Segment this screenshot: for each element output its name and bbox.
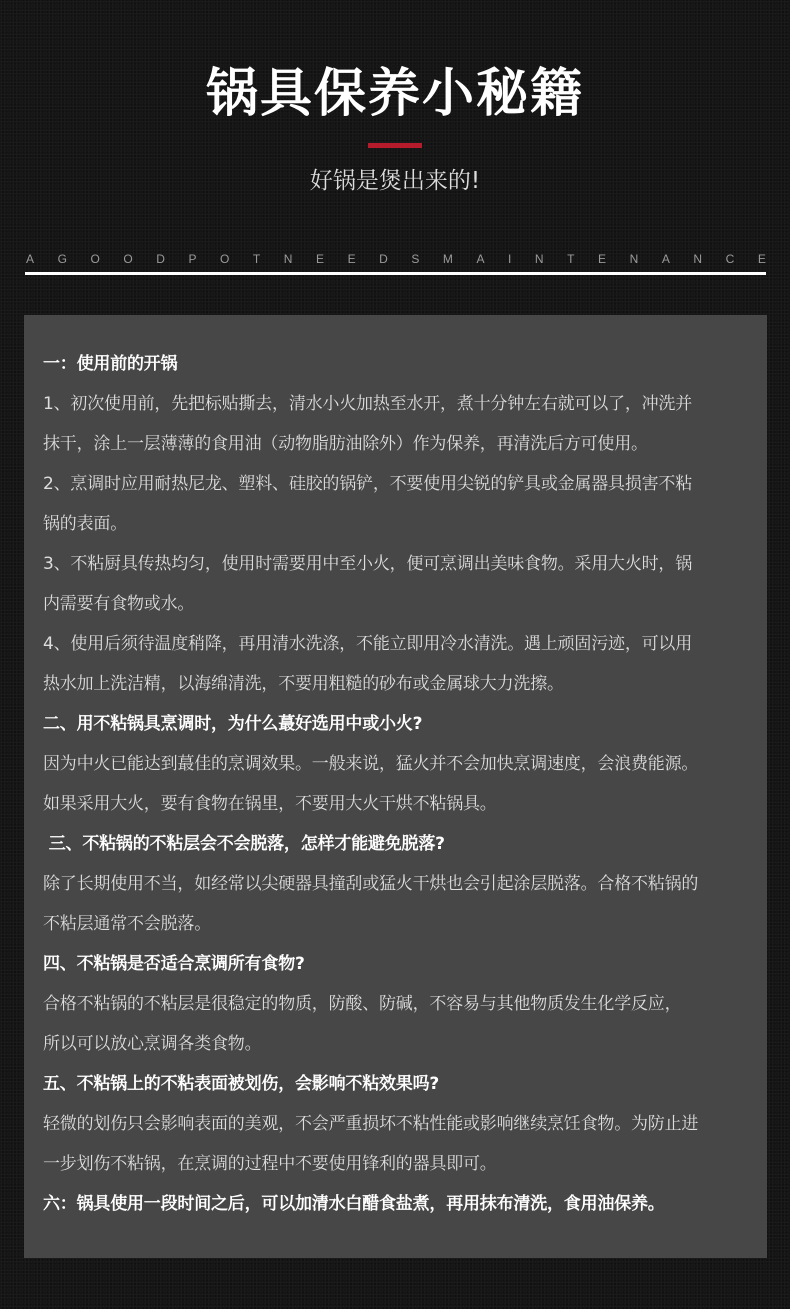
care-instructions (43, 344, 749, 1224)
english-tagline (26, 251, 766, 267)
tagline-letter: N (283, 252, 293, 266)
tagline-letter: N (629, 252, 639, 266)
section-heading: 五、不粘锅上的不粘表面被划伤，会影响不粘效果吗? (43, 1074, 440, 1094)
tagline-letter: E (598, 252, 607, 266)
tagline-letter: N (534, 252, 544, 266)
tagline-letter: D (156, 252, 165, 266)
tagline-letter: P (188, 252, 197, 266)
section-heading: 三、不粘锅的不粘层会不会脱落，怎样才能避免脱落? (43, 834, 445, 854)
tagline-letter: M (442, 252, 453, 266)
tagline-letter: O (220, 252, 230, 266)
paragraph-line: 合格不粘锅的不粘层是很稳定的物质，防酸、防碱，不容易与其他物质发生化学反应， (43, 994, 682, 1014)
paragraph-line: 抹干，涂上一层薄薄的食用油（动物脂肪油除外）作为保养，再清洗后方可使用。 (43, 434, 648, 454)
section-heading: 四、不粘锅是否适合烹调所有食物? (43, 954, 305, 974)
tagline-letter: E (757, 252, 766, 266)
paragraph-line: 因为中火已能达到蕞佳的烹调效果。一般来说，猛火并不会加快烹调速度，会浪费能源。 (43, 754, 699, 774)
section-heading: 六：锅具使用一段时间之后，可以加清水白醋食盐煮，再用抹布清洗，食用油保养。 (43, 1194, 665, 1214)
page-subtitle: 好锅是煲出来的! (309, 168, 481, 194)
section-heading: 二、用不粘锅具烹调时，为什么蕞好选用中或小火? (43, 714, 423, 734)
tagline-letter: N (693, 252, 703, 266)
title-accent-bar (368, 143, 422, 148)
tagline-letter: E (347, 252, 356, 266)
tagline-letter: I (508, 252, 512, 266)
paragraph-line: 3、不粘厨具传热均匀，使用时需要用中至小火，便可烹调出美味食物。采用大火时，锅 (43, 554, 693, 574)
tagline-letter: O (90, 252, 100, 266)
tagline-letter: G (57, 252, 67, 266)
paragraph-line: 2、烹调时应用耐热尼龙、塑料、硅胶的锅铲，不要使用尖锐的铲具或金属器具损害不粘 (43, 474, 693, 494)
tagline-letter: T (252, 252, 261, 266)
tagline-letter: C (725, 252, 735, 266)
tagline-letter: E (316, 252, 325, 266)
paragraph-line: 除了长期使用不当，如经常以尖硬器具撞刮或猛火干烘也会引起涂层脱落。合格不粘锅的 (43, 874, 699, 894)
paragraph-line: 不粘层通常不会脱落。 (43, 914, 211, 934)
paragraph-line: 一步划伤不粘锅，在烹调的过程中不要使用锋利的器具即可。 (43, 1154, 497, 1174)
paragraph-line: 4、使用后须待温度稍降，再用清水洗涤，不能立即用冷水清洗。遇上顽固污迹，可以用 (43, 634, 693, 654)
paragraph-line: 1、初次使用前，先把标贴撕去，清水小火加热至水开，煮十分钟左右就可以了，冲洗并 (43, 394, 693, 414)
paragraph-line: 内需要有食物或水。 (43, 594, 195, 614)
tagline-letter: A (476, 252, 485, 266)
divider-rule (25, 272, 766, 275)
section-heading: 一：使用前的开锅 (43, 354, 178, 374)
paragraph-line: 所以可以放心烹调各类食物。 (43, 1034, 262, 1054)
paragraph-line: 轻微的划伤只会影响表面的美观，不会严重损坏不粘性能或影响继续烹饪食物。为防止进 (43, 1114, 699, 1134)
tagline-letter: A (26, 252, 35, 266)
tagline-letter: D (379, 252, 388, 266)
page-title: 锅具保养小秘籍 (205, 64, 584, 124)
tagline-letter: O (123, 252, 133, 266)
tagline-letter: A (661, 252, 670, 266)
paragraph-line: 热水加上洗洁精，以海绵清洗，不要用粗糙的砂布或金属球大力洗擦。 (43, 674, 564, 694)
paragraph-line: 锅的表面。 (43, 514, 127, 534)
tagline-letter: T (567, 252, 575, 266)
tagline-letter: S (411, 252, 420, 266)
paragraph-line: 如果采用大火，要有食物在锅里，不要用大火干烘不粘锅具。 (43, 794, 497, 814)
